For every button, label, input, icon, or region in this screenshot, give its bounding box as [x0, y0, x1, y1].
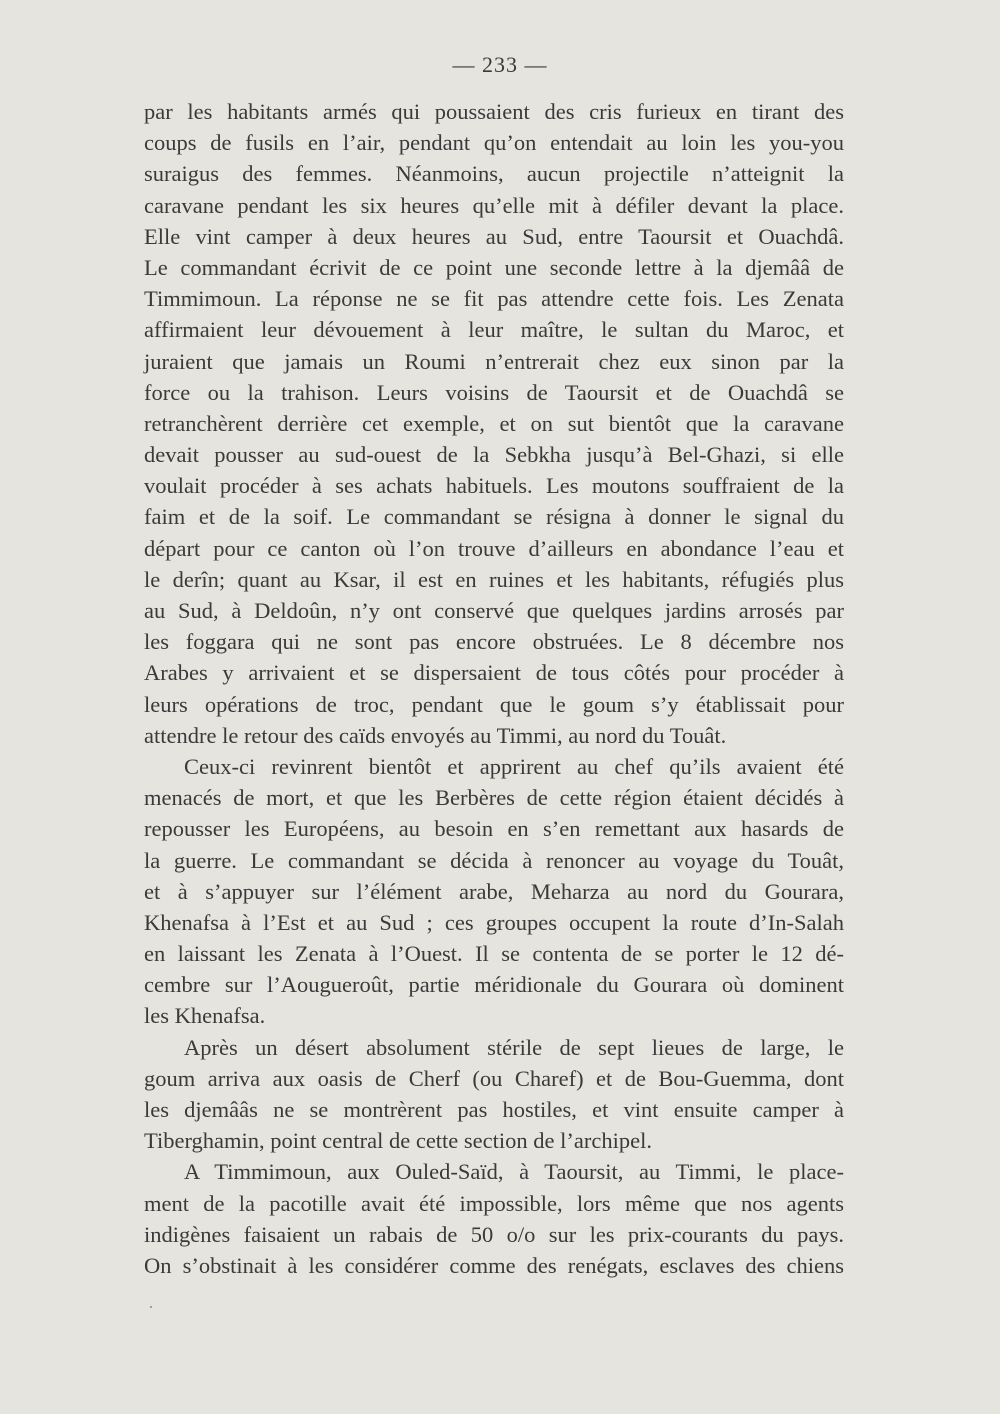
text-line: la guerre. Le commandant se décida à renoncer au voyage du Touât, [144, 847, 844, 873]
text-line: attendre le retour des caïds envoyés au Timmi, au nord du Touât. [144, 722, 727, 748]
text-line: en laissant les Zenata à l’Ouest. Il se contenta de se porter le 12 dé- [144, 941, 844, 967]
text-line: caravane pendant les six heures qu’elle mit à défiler devant la place. [144, 192, 844, 218]
text-line: Timmimoun. La réponse ne se fit pas attendre cette fois. Les Zenata [144, 286, 844, 312]
text-line: les djemââs ne se montrèrent pas hostiles, et vint ensuite camper à [144, 1097, 844, 1122]
text-line: force ou la trahison. Leurs voisins de Taoursit et de Ouachdâ se [144, 379, 844, 405]
text-line: Khenafsa à l’Est et au Sud ; ces groupes occupent la route d’In-Salah [144, 909, 844, 935]
text-line: les foggara qui ne sont pas encore obstruées. Le 8 décembre nos [144, 629, 844, 655]
text-line: faim et de la soif. Le commandant se résigna à donner le signal du [144, 504, 844, 530]
paper-speck [150, 1306, 152, 1308]
text-line: les Khenafsa. [144, 1003, 266, 1029]
text-line: retranchèrent derrière cet exemple, et on sut bientôt que la caravane [144, 410, 844, 436]
text-line: Après un désert absolument stérile de sept lieues de large, le [184, 1034, 844, 1060]
text-line: juraient que jamais un Roumi n’entrerait chez eux sinon par la [144, 348, 844, 374]
text-line: indigènes faisaient un rabais de 50 o/o sur les prix-courants du pays. [144, 1221, 844, 1247]
text-line: au Sud, à Deldoûn, n’y ont conservé que quelques jardins arrosés par [144, 598, 844, 623]
text-line: Ceux-ci revinrent bientôt et apprirent au chef qu’ils avaient été [184, 753, 844, 779]
text-line: devait pousser au sud-ouest de la Sebkha jusqu’à Bel-Ghazi, si elle [144, 442, 844, 468]
text-line: départ pour ce canton où l’on trouve d’ailleurs en abondance l’eau et [144, 535, 844, 561]
text-line: Le commandant écrivit de ce point une seconde lettre à la djemââ de [144, 254, 844, 280]
text-line: repousser les Européens, au besoin en s’en remettant aux hasards de [144, 816, 844, 842]
text-line: par les habitants armés qui poussaient des cris furieux en tirant des [144, 99, 844, 124]
body-text [144, 96, 844, 1281]
text-line: et à s’appuyer sur l’élément arabe, Meharza au nord du Gourara, [144, 878, 844, 904]
text-line: suraigus des femmes. Néanmoins, aucun projectile n’atteignit la [144, 161, 844, 187]
text-line: On s’obstinait à les considérer comme des renégats, esclaves des chiens [144, 1252, 844, 1278]
text-line: le derîn; quant au Ksar, il est en ruines et les habitants, réfugiés plus [144, 566, 844, 592]
text-line: A Timmimoun, aux Ouled-Saïd, à Taoursit, au Timmi, le place- [184, 1159, 844, 1185]
text-line: ment de la pacotille avait été impossible, lors même que nos agents [144, 1190, 844, 1216]
text-line: Tiberghamin, point central de cette section de l’archipel. [144, 1128, 652, 1154]
text-line: leurs opérations de troc, pendant que le goum s’y établissait pour [144, 691, 844, 717]
text-line: affirmaient leur dévouement à leur maître, le sultan du Maroc, et [144, 317, 844, 343]
text-line: menacés de mort, et que les Berbères de cette région étaient décidés à [144, 785, 844, 811]
text-line: voulait procéder à ses achats habituels. Les moutons souffraient de la [144, 473, 844, 499]
text-line: coups de fusils en l’air, pendant qu’on entendait au loin les you-you [144, 130, 844, 156]
page-number: — 233 — [452, 52, 548, 77]
text-line: goum arriva aux oasis de Cherf (ou Charef) et de Bou-Guemma, dont [144, 1065, 844, 1091]
text-line: cembre sur l’Aougueroût, partie méridionale du Gourara où dominent [144, 972, 844, 998]
text-line: Elle vint camper à deux heures au Sud, entre Taoursit et Ouachdâ. [144, 223, 844, 249]
text-line: Arabes y arrivaient et se dispersaient de tous côtés pour procéder à [144, 660, 844, 686]
